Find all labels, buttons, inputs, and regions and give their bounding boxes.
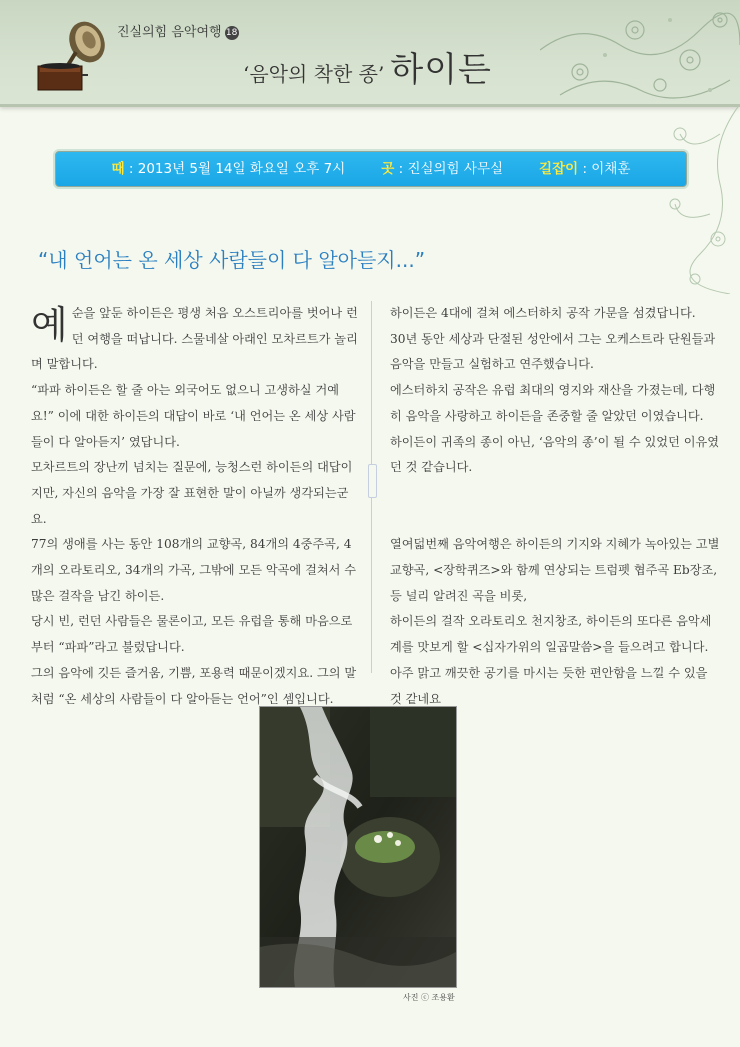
event-guide — [539, 161, 630, 177]
right-column — [390, 301, 720, 712]
page-subtitle: ‘음악의 착한 종’ — [243, 62, 385, 86]
drop-cap: 예 — [31, 303, 68, 347]
date-value: : 2013년 5월 14일 화요일 오후 7시 — [128, 161, 346, 177]
paragraph: 하이든의 걸작 오라토리오 천지창조, 하이든의 또다른 음악세계를 맛보게 할 <십자가위의 일곱말씀>을 들으려고 합니다. — [390, 614, 712, 655]
paragraph: 하이든이 귀족의 종이 아닌, ‘음악의 종’이 될 수 있었던 이유였던 것 같습니다. — [390, 434, 720, 475]
paragraph: 열여덟번째 음악여행은 하이든의 기지와 지혜가 녹아있는 고별 교향곡, <장학퀴즈>와 함께 연상되는 트럼펫 협주곡 Eb장조, 등 널리 알려진 곡을 비롯, — [390, 537, 720, 603]
paragraph: 하이든은 4대에 걸쳐 에스터하치 공작 가문을 섬겼답니다. — [390, 306, 696, 320]
waterfall-photo — [259, 706, 457, 988]
divider-tab — [368, 464, 377, 498]
event-info-bar — [55, 151, 687, 187]
quote-headline: “내 언어는 온 세상 사람들이 다 알아듣지...” — [38, 248, 426, 272]
paragraph: 30년 동안 세상과 단절된 성안에서 그는 오케스트라 단원들과 음악을 만들고 실험하고 연주했습니다. — [390, 331, 716, 372]
paragraph: 에스터하치 공작은 유럽 최대의 영지와 재산을 가졌는데, 다행히 음악을 사랑하고 하이든을 존중할 줄 알았던 이였습니다. — [390, 383, 716, 423]
paragraph — [31, 301, 361, 378]
page-title-text: 하이든 — [390, 50, 492, 90]
paragraph-text: 순을 앞둔 하이든은 평생 처음 오스트리아를 벗어나 런던 여행을 떠납니다. 스물네살 아래인 모차르트가 놀리며 말합니다. — [31, 306, 358, 372]
guide-value: : 이채훈 — [582, 161, 631, 177]
guide-label: 길잡이 — [539, 161, 579, 177]
left-column — [31, 301, 361, 712]
location-label: 곳 — [381, 161, 395, 177]
date-label: 때 — [111, 161, 125, 177]
location-value: : 진실의힘 사무실 — [398, 161, 504, 177]
series-title — [117, 21, 239, 40]
event-date — [112, 161, 346, 177]
paragraph: 아주 맑고 깨끗한 공기를 마시는 듯한 편안함을 느낄 수 있을 것 같네요 — [390, 665, 708, 706]
photo-caption: 사진 ⓒ 조용환 — [403, 993, 455, 1002]
paragraph: 모차르트의 장난끼 넘치는 질문에, 능청스런 하이든의 대답이지만, 자신의 음악을 가장 잘 표현한 말이 아닐까 생각되는군요. — [31, 460, 353, 526]
page-title — [243, 42, 492, 91]
paragraph: 77의 생애를 사는 동안 108개의 교향곡, 84개의 4중주곡, 4개의 오라토리오, 34개의 가곡, 그밖에 모든 악곡에 걸쳐서 수많은 걸작을 남긴 하이든. — [31, 537, 357, 603]
header-band — [0, 0, 740, 107]
series-title-text: 진실의힘 음악여행 — [117, 25, 222, 40]
paragraph-spacer — [390, 507, 720, 533]
paragraph: 그의 음악에 깃든 즐거움, 기쁨, 포용력 때문이겠지요. 그의 말처럼 “온 세상의 사람들이 다 알아듣는 언어”인 셈입니다. — [31, 665, 357, 706]
paragraph-spacer — [390, 481, 720, 507]
event-location — [381, 161, 503, 177]
gramophone-icon — [30, 16, 110, 96]
paragraph: “파파 하이든은 할 줄 아는 외국어도 없으니 고생하실 거예요!” 이에 대한 하이든의 대답이 바로 ‘내 언어는 온 세상 사람들이 다 알아듣지’ 였답니다. — [31, 383, 356, 449]
floral-decoration-icon — [540, 0, 740, 104]
series-number-badge: 18 — [225, 28, 238, 38]
paragraph: 당시 빈, 런던 사람들은 물론이고, 모든 유럽을 통해 마음으로부터 “파파”라고 불렀답니다. — [31, 614, 353, 655]
floral-vine-icon — [600, 104, 740, 294]
